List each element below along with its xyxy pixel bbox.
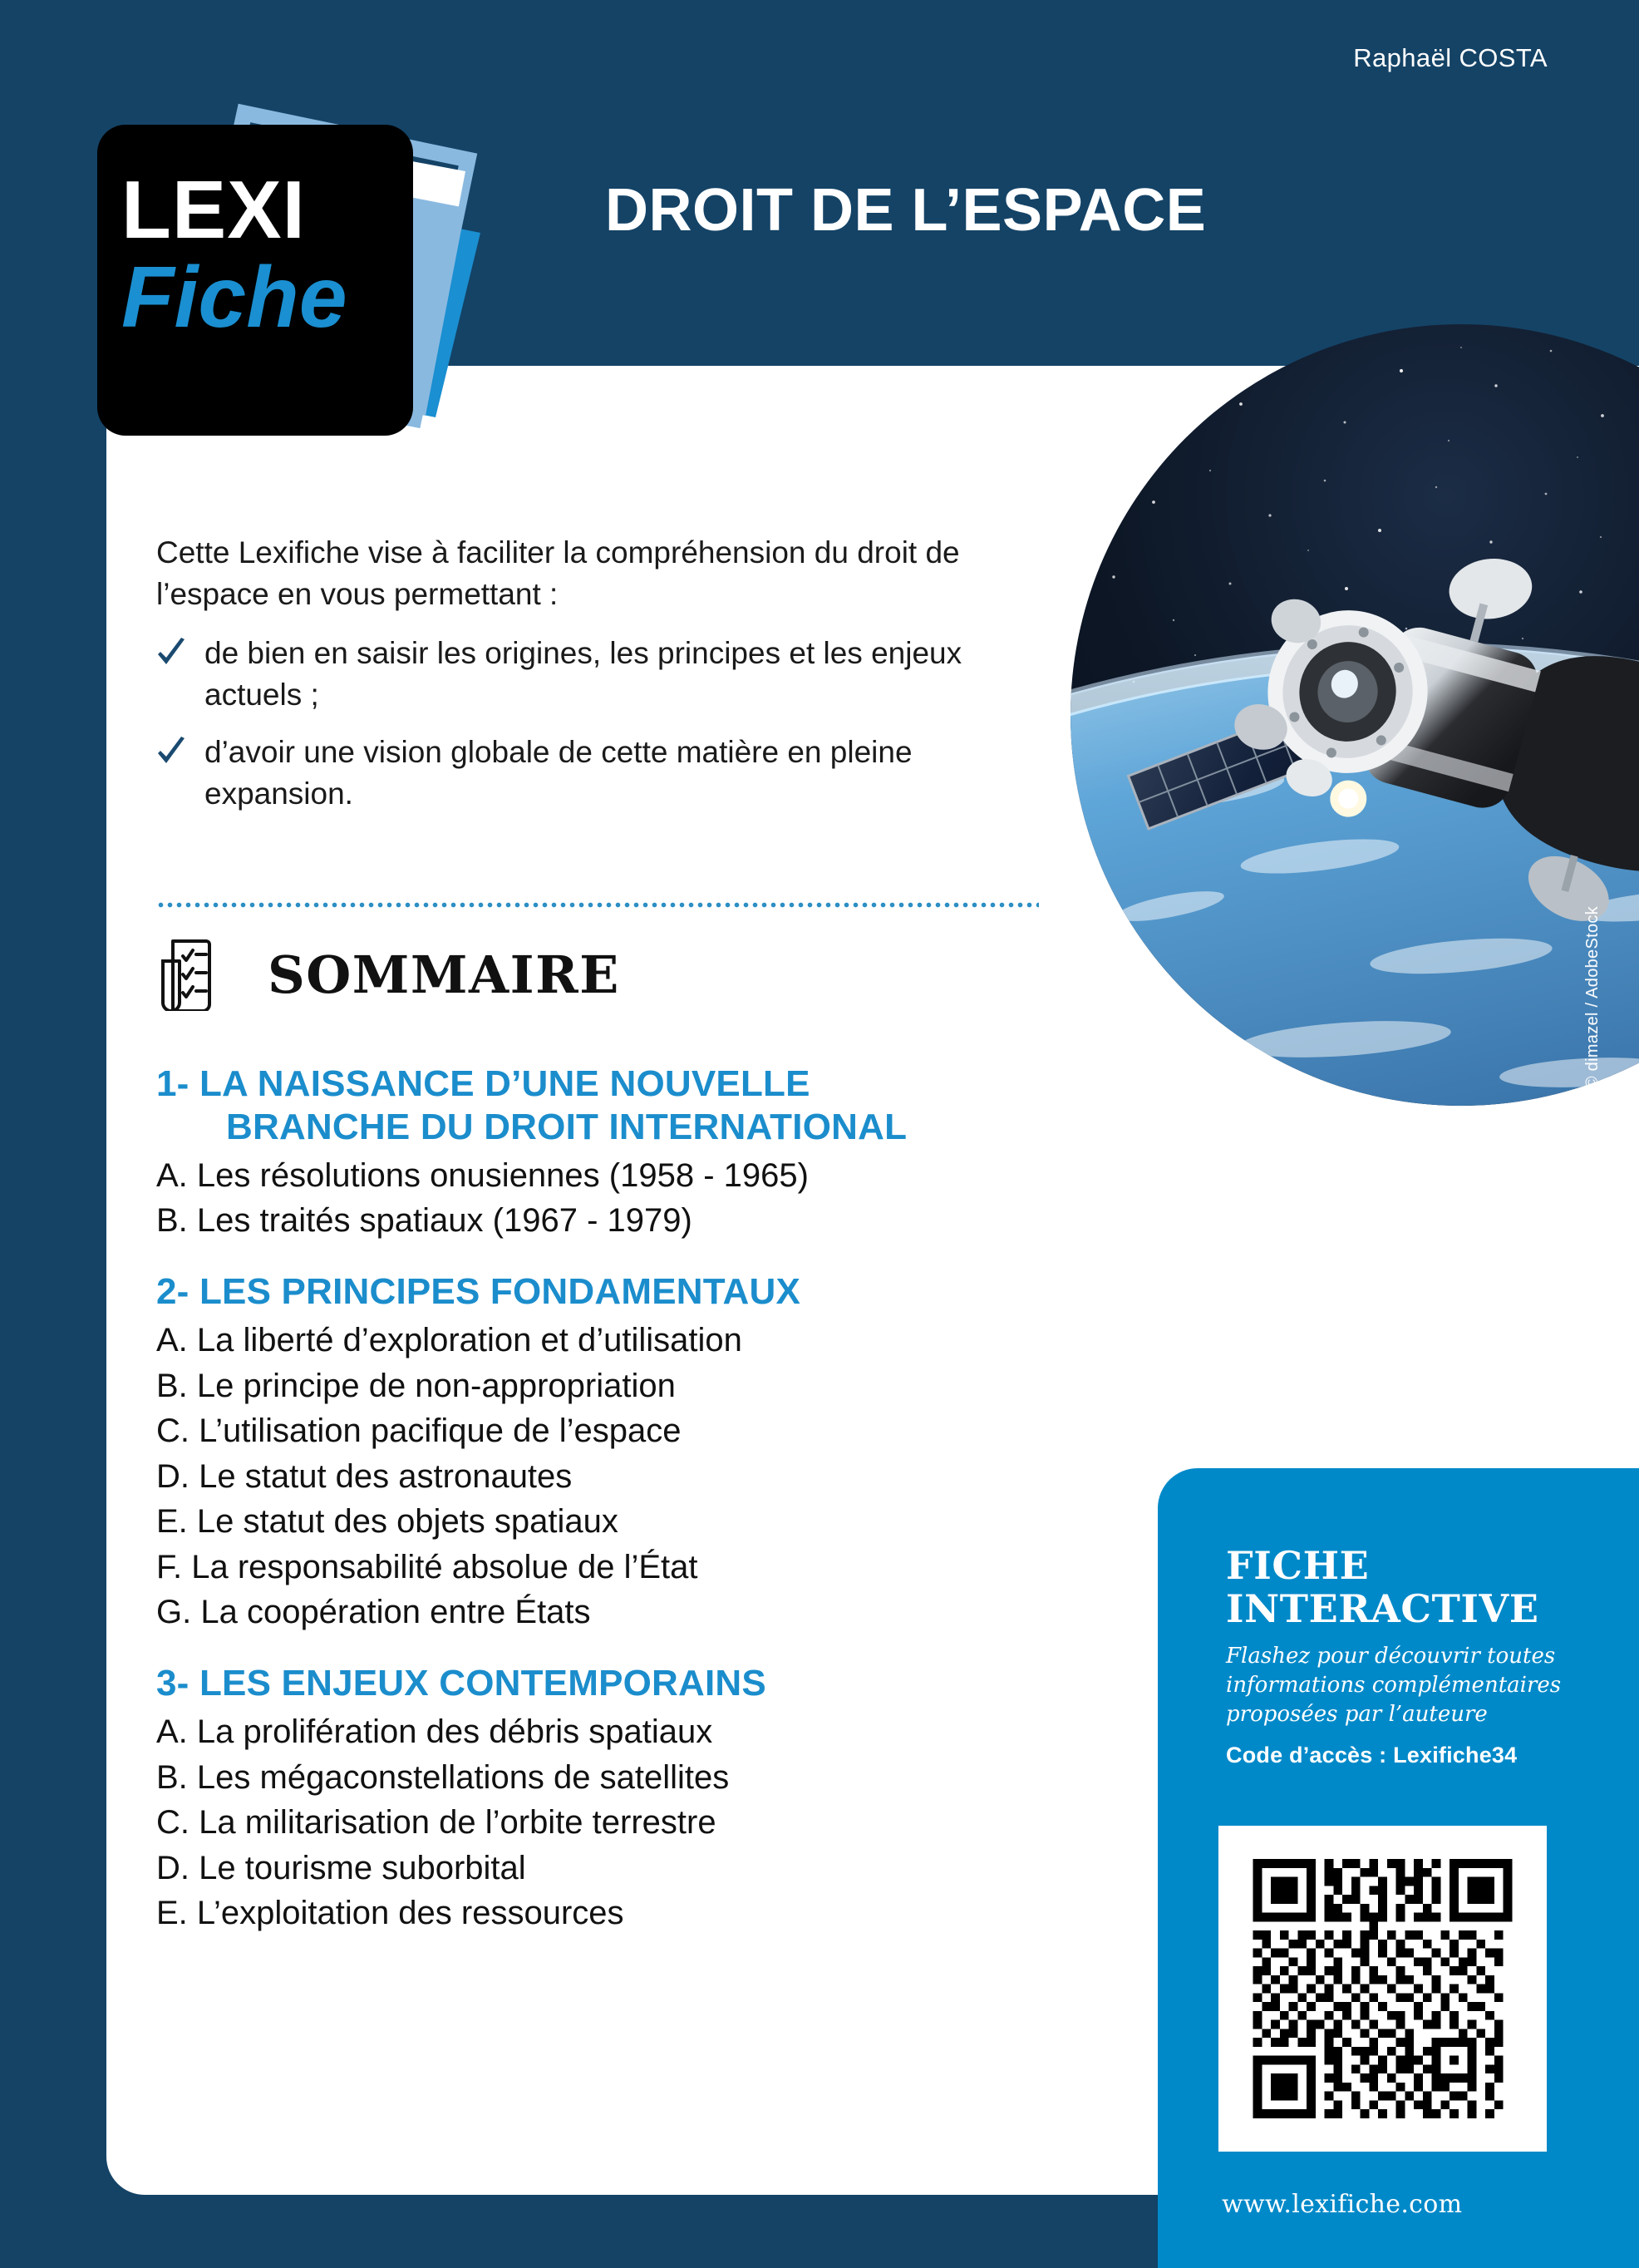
logo-lexi-text: LEXI xyxy=(121,164,306,255)
panel-title xyxy=(1226,1545,1608,1630)
toc-section-3 xyxy=(156,1662,1112,1935)
toc-heading-line1: 1- LA NAISSANCE D’UNE NOUVELLE xyxy=(156,1063,810,1104)
access-code: Code d’accès : Lexifiche34 xyxy=(1226,1742,1518,1768)
lexifiche-logo xyxy=(90,83,505,441)
list-item-label: de bien en saisir les origines, les principes et les enjeux actuels ; xyxy=(204,636,962,712)
toc-item[interactable]: B. Les traités spatiaux (1967 - 1979) xyxy=(156,1202,692,1240)
toc-item[interactable]: A. La prolifération des débris spatiaux xyxy=(156,1713,713,1750)
intro-block xyxy=(156,532,1037,831)
toc-item[interactable]: A. Les résolutions onusiennes (1958 - 1965) xyxy=(156,1156,809,1194)
toc-item[interactable]: B. Les mégaconstellations de satellites xyxy=(156,1758,730,1796)
list-item xyxy=(156,633,1037,715)
author-credit: Raphaël COSTA xyxy=(1353,43,1548,72)
table-of-contents xyxy=(156,1063,1112,1939)
panel-text-block xyxy=(1226,1545,1608,1768)
qr-code-icon xyxy=(1252,1859,1513,2118)
page-title: DROIT DE L’ESPACE xyxy=(605,177,1207,244)
panel-title-line1: FICHE xyxy=(1226,1543,1370,1588)
toc-item[interactable]: A. La liberté d’exploration et d’utilisation xyxy=(156,1321,742,1358)
toc-item[interactable]: F. La responsabilité absolue de l’État xyxy=(156,1548,698,1585)
sommaire-header xyxy=(158,938,620,1011)
toc-section-heading xyxy=(156,1063,1112,1149)
toc-section-2 xyxy=(156,1270,1112,1634)
toc-item[interactable]: E. Le statut des objets spatiaux xyxy=(156,1503,618,1541)
sommaire-title: SOMMAIRE xyxy=(268,944,620,1005)
toc-item[interactable]: D. Le statut des astronautes xyxy=(156,1457,573,1495)
toc-item[interactable]: G. La coopération entre États xyxy=(156,1594,591,1631)
photo-credit: © dimazel / AdobeStock xyxy=(1583,906,1602,1089)
toc-heading-line2: BRANCHE DU DROIT INTERNATIONAL xyxy=(226,1106,908,1147)
checklist-icon xyxy=(158,938,219,1011)
qr-code-box[interactable] xyxy=(1218,1826,1547,2152)
toc-item[interactable]: C. La militarisation de l’orbite terrestre xyxy=(156,1804,716,1842)
panel-subtitle: Flashez pour découvrir toutes informations complémentaires proposées par l’auteure xyxy=(1226,1644,1562,1727)
toc-item[interactable]: D. Le tourisme suborbital xyxy=(156,1849,526,1886)
dotted-divider xyxy=(156,902,1039,908)
list-item-label: d’avoir une vision globale de cette matière en pleine expansion. xyxy=(204,735,913,811)
toc-section-heading: 3- LES ENJEUX CONTEMPORAINS xyxy=(156,1663,766,1704)
intro-lead: Cette Lexifiche vise à faciliter la compréhension du droit de l’espace en vous permettant : xyxy=(156,535,960,611)
toc-item[interactable]: B. Le principe de non-appropriation xyxy=(156,1367,676,1404)
toc-section-1 xyxy=(156,1063,1112,1242)
panel-title-line2: INTERACTIVE xyxy=(1226,1585,1539,1631)
check-icon xyxy=(156,737,186,770)
toc-section-heading: 2- LES PRINCIPES FONDAMENTAUX xyxy=(156,1271,801,1312)
intro-bullet-list xyxy=(156,633,1037,814)
website-url[interactable]: www.lexifiche.com xyxy=(1222,2190,1463,2219)
toc-item[interactable]: C. L’utilisation pacifique de l’espace xyxy=(156,1413,682,1450)
check-icon xyxy=(156,638,186,671)
logo-fiche-text: Fiche xyxy=(121,249,347,346)
toc-item[interactable]: E. L’exploitation des ressources xyxy=(156,1895,624,1932)
list-item xyxy=(156,732,1037,814)
